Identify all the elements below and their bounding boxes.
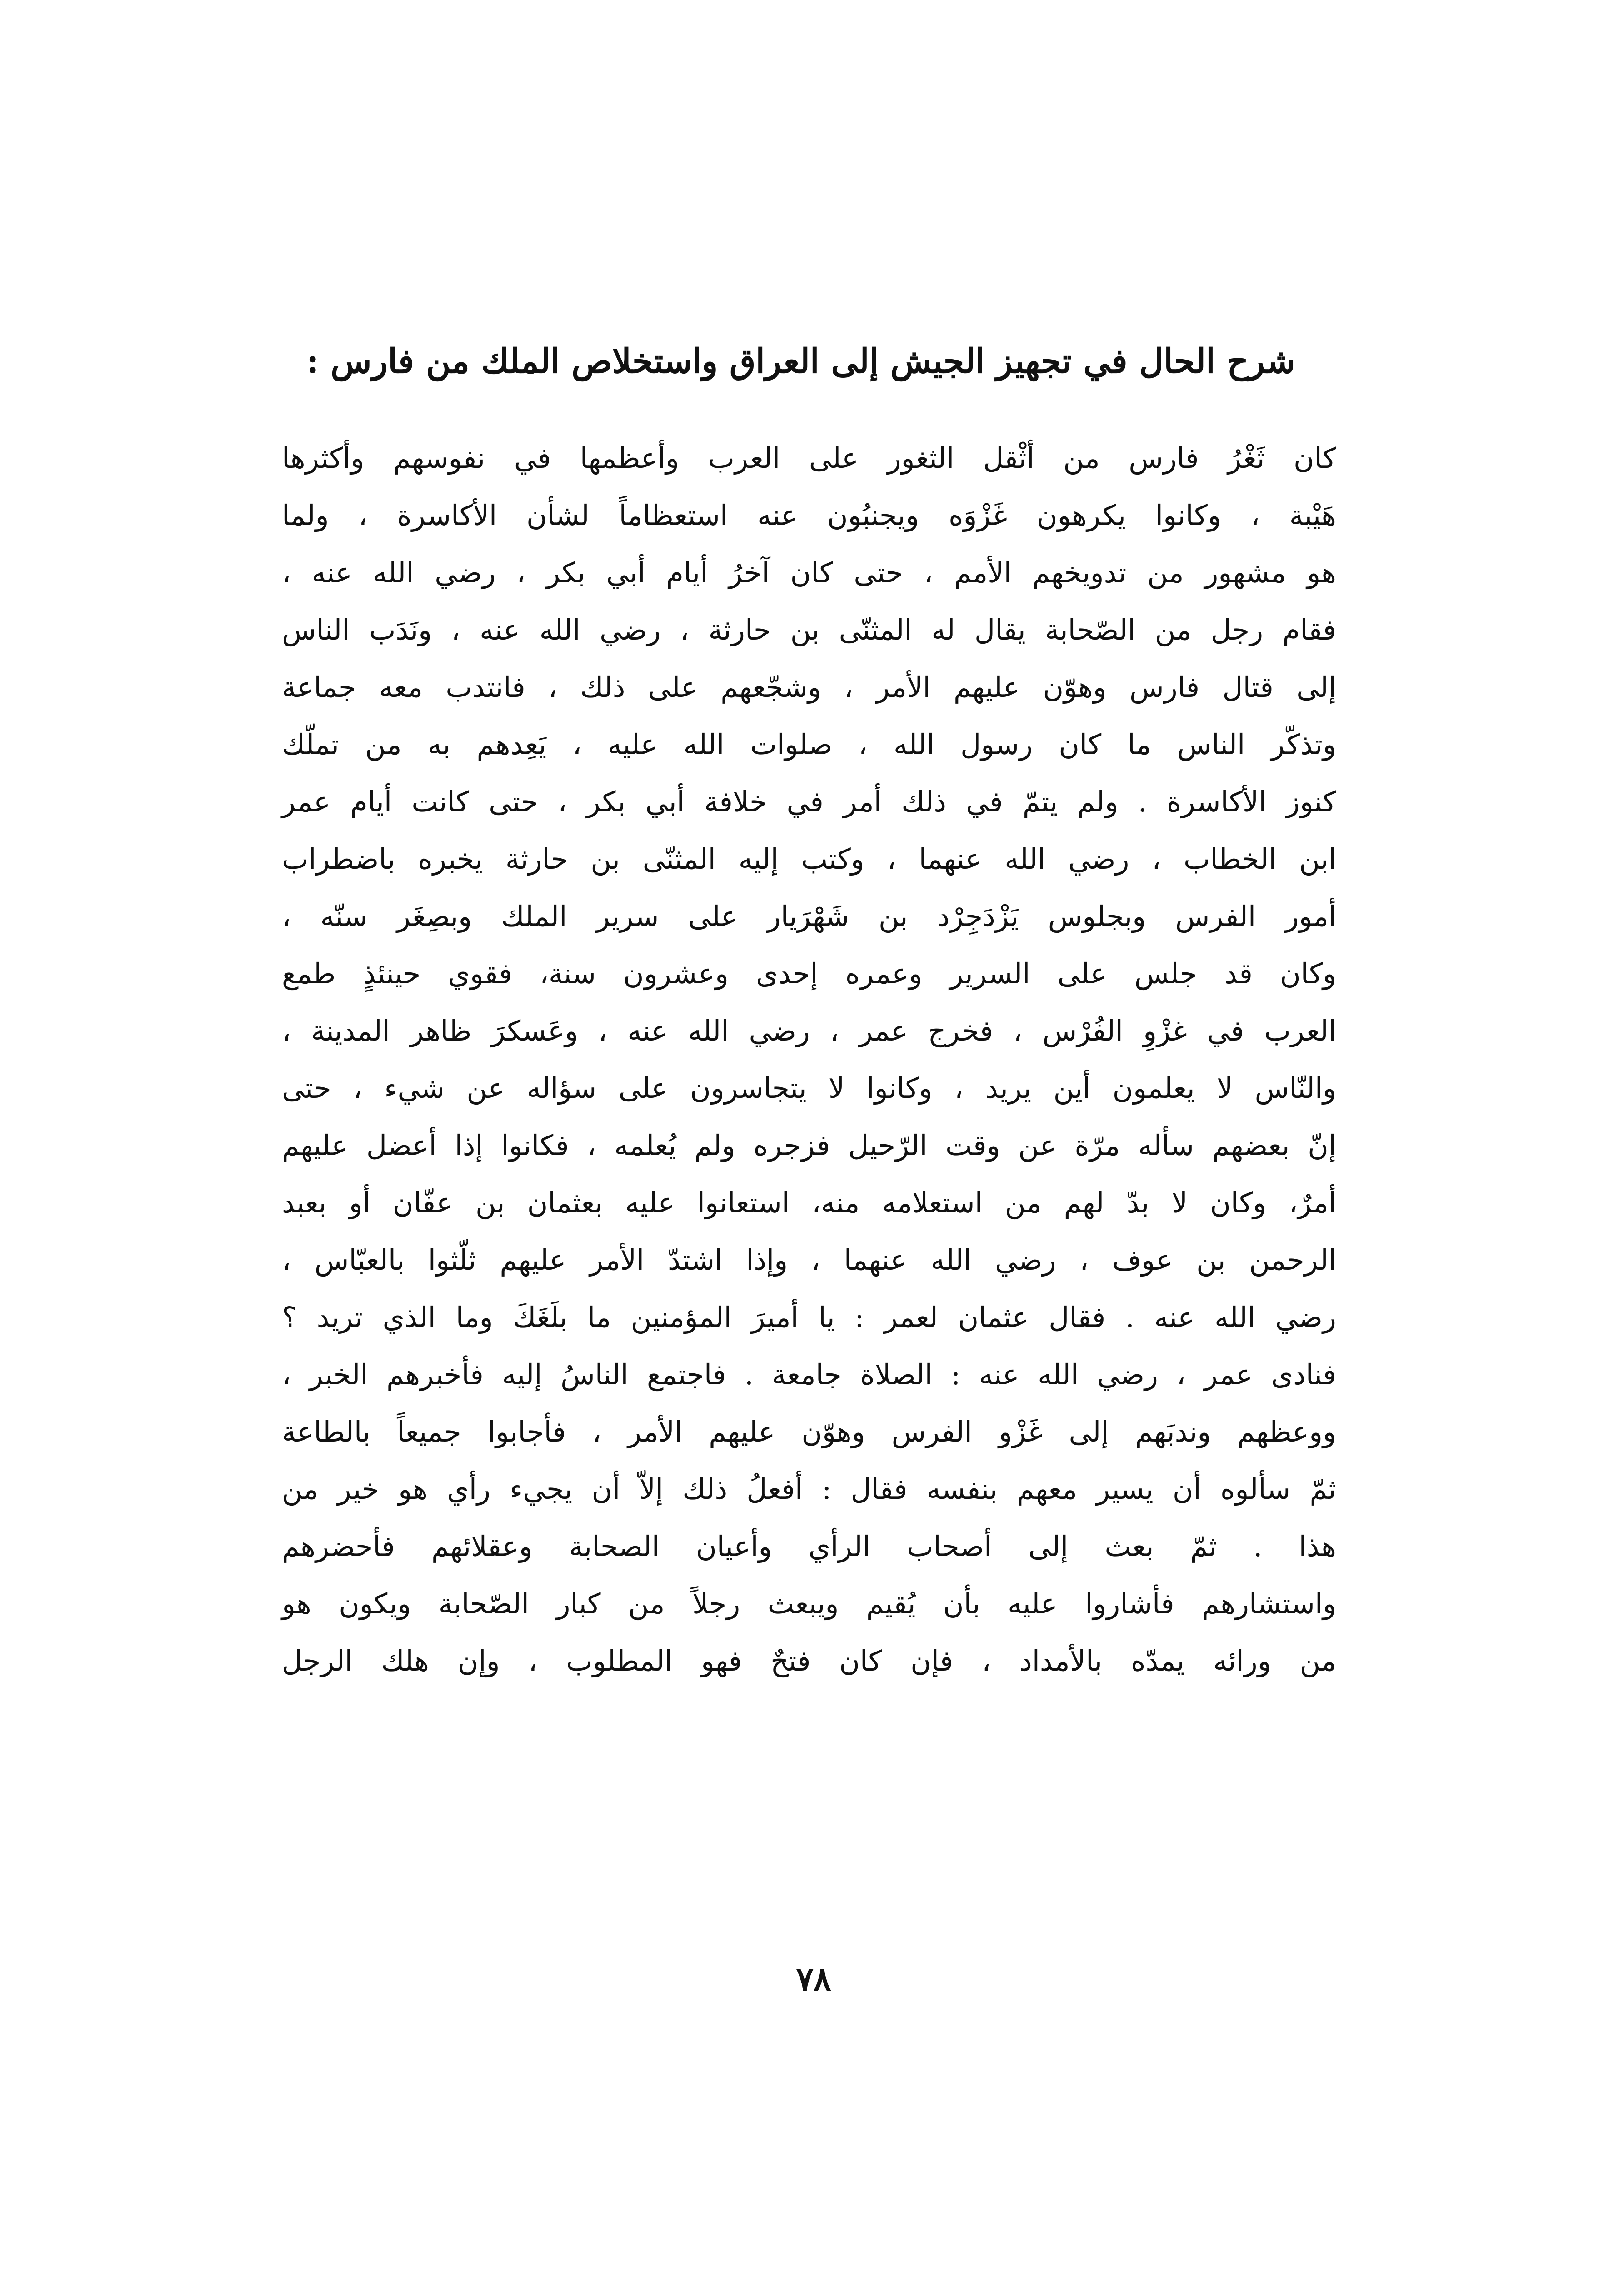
text-line: هو مشهور من تدويخهم الأمم ، حتى كان آخرُ أيام أبي بكر ، رضي الله عنه ، xyxy=(282,556,1336,589)
text-line: من ورائه يمدّه بالأمداد ، فإن كان فتحٌ فهو المطلوب ، وإن هلك الرجل xyxy=(282,1644,1336,1677)
text-line: وتذكّر الناس ما كان رسول الله ، صلوات الله عليه ، يَعِدهم به من تملّك xyxy=(282,728,1336,761)
section-heading: شرح الحال في تجهيز الجيش إلى العراق واستخلاص الملك من فارس : xyxy=(306,342,1295,381)
text-line: العرب في غزْوِ الفُرْس ، فخرج عمر ، رضي الله عنه ، وعَسكرَ ظاهر المدينة ، xyxy=(282,1014,1336,1047)
text-line: أمور الفرس وبجلوس يَزْدَجِرْد بن شَهْرَيار على سرير الملك وبصِغَر سنّه ، xyxy=(282,900,1336,933)
text-line: إلى قتال فارس وهوّن عليهم الأمر ، وشجّعهم على ذلك ، فانتدب معه جماعة xyxy=(282,671,1336,704)
text-line: ابن الخطاب ، رضي الله عنهما ، وكتب إليه المثنّى بن حارثة يخبره باضطراب xyxy=(282,842,1336,876)
text-line: إنّ بعضهم سأله مرّة عن وقت الرّحيل فزجره ولم يُعلمه ، فكانوا إذا أعضل عليهم xyxy=(282,1129,1336,1162)
text-line: هَيْبة ، وكانوا يكرهون غَزْوَه ويجنبُون عنه استعظاماً لشأن الأكاسرة ، ولما xyxy=(282,499,1336,532)
text-line: الرحمن بن عوف ، رضي الله عنهما ، وإذا اشتدّ الأمر عليهم ثلّثوا بالعبّاس ، xyxy=(282,1243,1336,1277)
text-line: واستشارهم فأشاروا عليه بأن يُقيم ويبعث رجلاً من كبار الصّحابة ويكون هو xyxy=(282,1587,1336,1620)
text-line: أمرٌ، وكان لا بدّ لهم من استعلامه منه، استعانوا عليه بعثمان بن عفّان أو بعبد xyxy=(282,1186,1336,1219)
text-line: رضي الله عنه . فقال عثمان لعمر : يا أميرَ المؤمنين ما بلَغَكَ وما الذي تريد ؟ xyxy=(282,1301,1336,1334)
text-line: والنّاس لا يعلمون أين يريد ، وكانوا لا يتجاسرون على سؤاله عن شيء ، حتى xyxy=(282,1071,1336,1105)
text-line: ثمّ سألوه أن يسير معهم بنفسه فقال : أفعلُ ذلك إلاّ أن يجيء رأي هو خير من xyxy=(282,1472,1336,1506)
text-line: فنادى عمر ، رضي الله عنه : الصلاة جامعة . فاجتمع الناسُ إليه فأخبرهم الخبر ، xyxy=(282,1358,1336,1391)
text-line: كان ثَغْرُ فارس من أثْقل الثغور على العرب وأعظمها في نفوسهم وأكثرها xyxy=(282,441,1337,475)
body-text xyxy=(282,430,1336,1690)
text-line: ووعظهم وندبَهم إلى غَزْو الفرس وهوّن عليهم الأمر ، فأجابوا جميعاً بالطاعة xyxy=(282,1415,1336,1448)
text-line: كنوز الأكاسرة . ولم يتمّ في ذلك أمر في خلافة أبي بكر ، حتى كانت أيام عمر xyxy=(282,785,1336,818)
text-line: فقام رجل من الصّحابة يقال له المثنّى بن حارثة ، رضي الله عنه ، ونَدَب الناس xyxy=(282,613,1336,646)
text-line: هذا . ثمّ بعث إلى أصحاب الرأي وأعيان الصحابة وعقلائهم فأحضرهم xyxy=(282,1530,1336,1563)
page-number: ٧٨ xyxy=(796,1959,831,1998)
text-line: وكان قد جلس على السرير وعمره إحدى وعشرون سنة، فقوي حينئذٍ طمع xyxy=(282,957,1336,990)
